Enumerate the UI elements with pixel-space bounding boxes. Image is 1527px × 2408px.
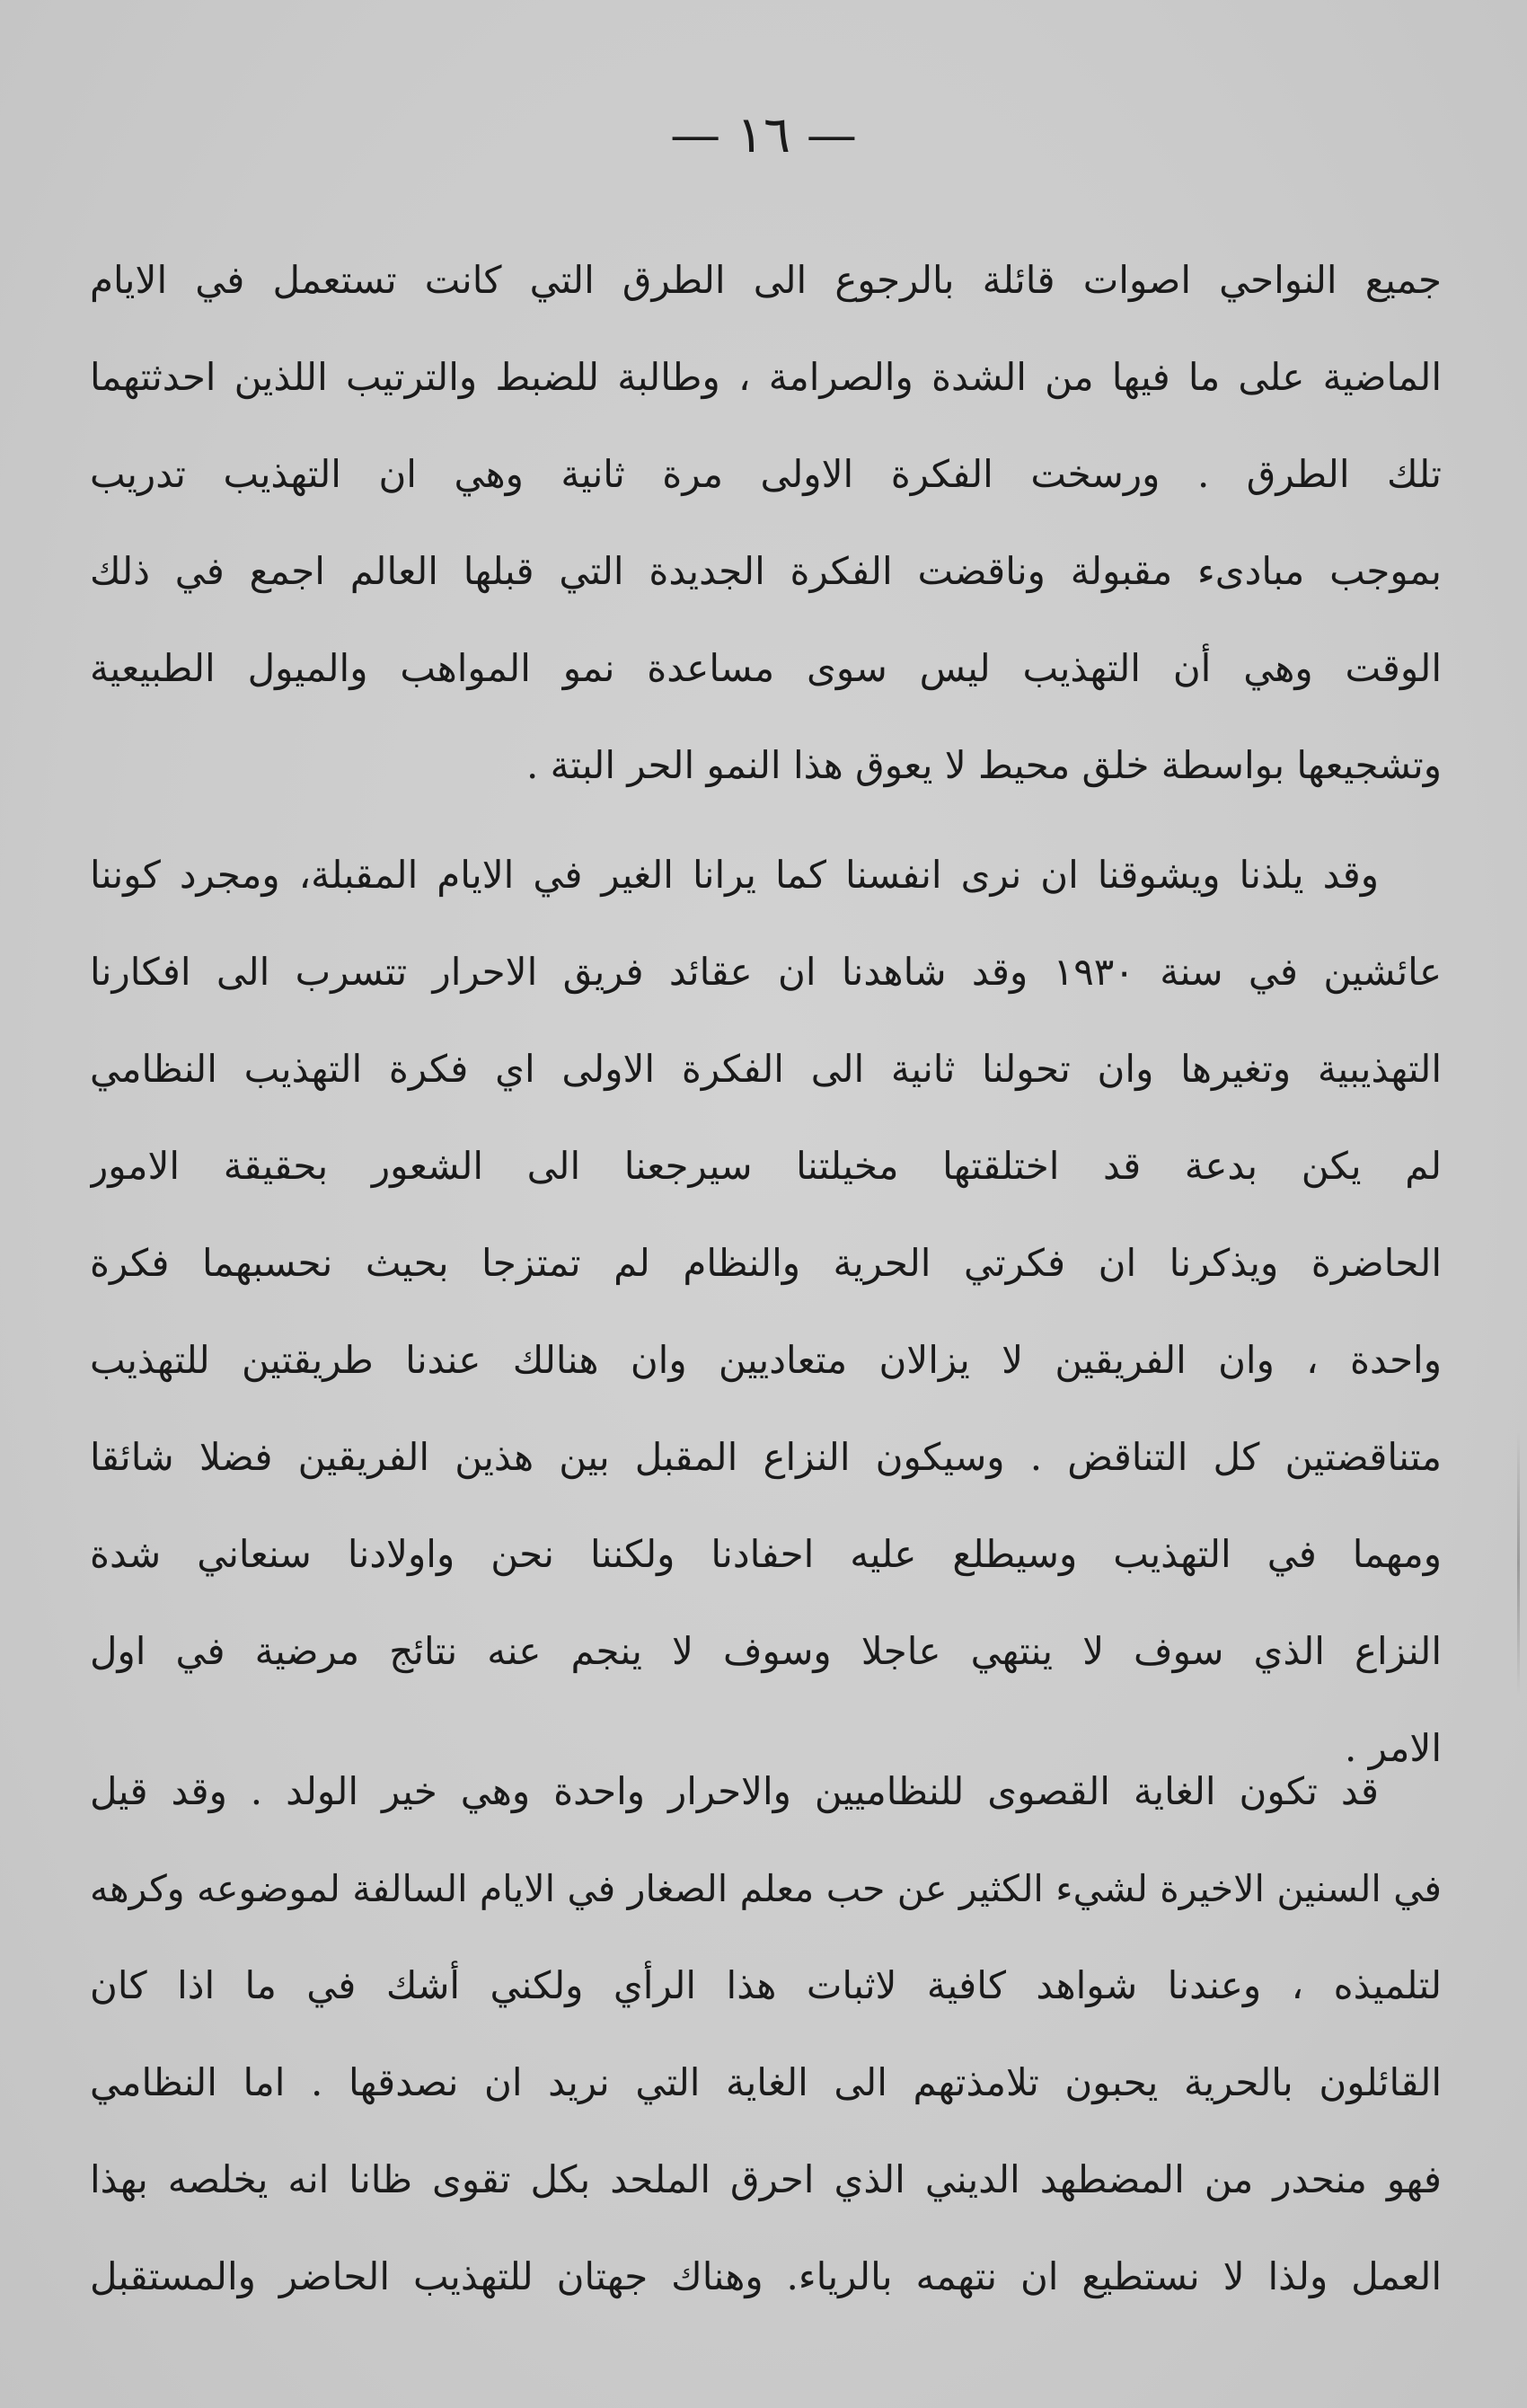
text-line: وتشجيعها بواسطة خلق محيط لا يعوق هذا النمو الحر البتة .: [525, 743, 1442, 787]
text-line: العمل ولذا لا نستطيع ان نتهمه بالرياء. وهناك جهتان للتهذيب الحاضر والمستقبل: [90, 2254, 1442, 2298]
text-line: تلك الطرق . ورسخت الفكرة الاولى مرة ثانية وهي ان التهذيب تدريب: [90, 452, 1442, 496]
text-line: الماضية على ما فيها من الشدة والصرامة ، وطالبة للضبط والترتيب اللذين احدثتهما: [90, 355, 1442, 399]
paragraph-1: [90, 232, 1442, 814]
text-line: لم يكن بدعة قد اختلقتها مخيلتنا سيرجعنا الى الشعور بحقيقة الامور: [90, 1144, 1442, 1188]
paragraph-2: [90, 827, 1442, 1797]
text-line: الحاضرة ويذكرنا ان فكرتي الحرية والنظام لم تمتزجا بحيث نحسبهما فكرة: [90, 1241, 1442, 1285]
paragraph-3: [90, 1743, 1442, 2325]
text-line: في السنين الاخيرة لشيء الكثير عن حب معلم الصغار في الايام السالفة لموضوعه وكرهه: [90, 1867, 1442, 1910]
text-line: فهو منحدر من المضطهد الديني الذي احرق الملحد بكل تقوى ظانا انه يخلصه بهذا: [90, 2157, 1442, 2201]
text-line: ومهما في التهذيب وسيطلع عليه احفادنا ولكننا نحن واولادنا سنعاني شدة: [90, 1532, 1442, 1576]
text-line: عائشين في سنة ١٩٣٠ وقد شاهدنا ان عقائد فريق الاحرار تتسرب الى افكارنا: [90, 950, 1442, 994]
text-line: بموجب مبادىء مقبولة وناقضت الفكرة الجديدة التي قبلها العالم اجمع في ذلك: [90, 549, 1442, 593]
text-line: وقد يلذنا ويشوقنا ان نرى انفسنا كما يرانا الغير في الايام المقبلة، ومجرد كوننا: [90, 853, 1379, 897]
text-line: النزاع الذي سوف لا ينتهي عاجلا وسوف لا ينجم عنه نتائج مرضية في اول: [90, 1629, 1442, 1673]
text-line: واحدة ، وان الفريقين لا يزالان متعاديين وان هنالك عندنا طريقتين للتهذيب: [90, 1338, 1442, 1382]
text-line: التهذيبية وتغيرها وان تحولنا ثانية الى الفكرة الاولى اي فكرة التهذيب النظامي: [90, 1047, 1442, 1091]
text-line: متناقضتين كل التناقض . وسيكون النزاع المقبل بين هذين الفريقين فضلا شائقا: [90, 1435, 1442, 1479]
text-line: القائلون بالحرية يحبون تلامذتهم الى الغاية التي نريد ان نصدقها . اما النظامي: [90, 2060, 1442, 2104]
text-line: الوقت وهي أن التهذيب ليس سوى مساعدة نمو المواهب والميول الطبيعية: [90, 646, 1442, 690]
text-line: جميع النواحي اصوات قائلة بالرجوع الى الطرق التي كانت تستعمل في الايام: [90, 258, 1442, 302]
text-line: لتلميذه ، وعندنا شواهد كافية لاثبات هذا الرأي ولكني أشك في ما اذا كان: [90, 1963, 1442, 2007]
text-line: الامر .: [1345, 1726, 1442, 1770]
page-number: — ١٦ —: [670, 106, 857, 164]
text-line: قد تكون الغاية القصوى للنظاميين والاحرار واحدة وهي خير الولد . وقد قيل: [90, 1769, 1379, 1813]
page-edge-shadow: [1517, 1429, 1520, 1698]
